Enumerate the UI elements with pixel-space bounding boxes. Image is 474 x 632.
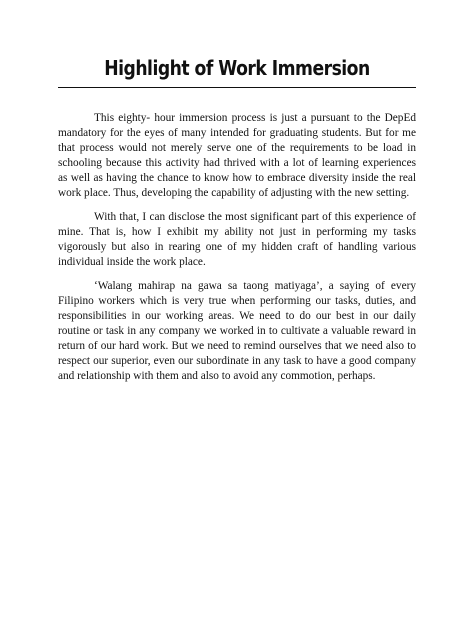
paragraph-1: This eighty- hour immersion process is just a pursuant to the DepEd mandatory for the eyes of many intended for graduating students. But for me that process would not merely serve one of the requirements to be load in schooling because this activity had thrived with a lot of learning experiences as well as having the chance to know how to embrace diversity inside the real work place. Thus, developing the capability of adjusting with the new setting. xyxy=(58,112,416,199)
title-underline xyxy=(58,87,416,88)
document-body xyxy=(58,111,416,393)
paragraph-3: ‘Walang mahirap na gawa sa taong matiyaga’, a saying of every Filipino workers which is very true when performing our tasks, duties, and responsibilities in our working areas. We need to do our best in our daily routine or task in any company we worked in to cultivate a valuable reward in return of our hard work. But we need to remind ourselves that we need also to respect our superior, even our subordinate in any task to have a good company and relationship with them and also to avoid any commotion, perhaps. xyxy=(58,280,416,382)
paragraph-2: With that, I can disclose the most significant part of this experience of mine. That is, how I exhibit my ability not just in performing my tasks vigorously but also in rearing one of my hidden craft of handling various individual inside the work place. xyxy=(58,211,416,268)
document-title: Highlight of Work Immersion xyxy=(104,56,370,80)
